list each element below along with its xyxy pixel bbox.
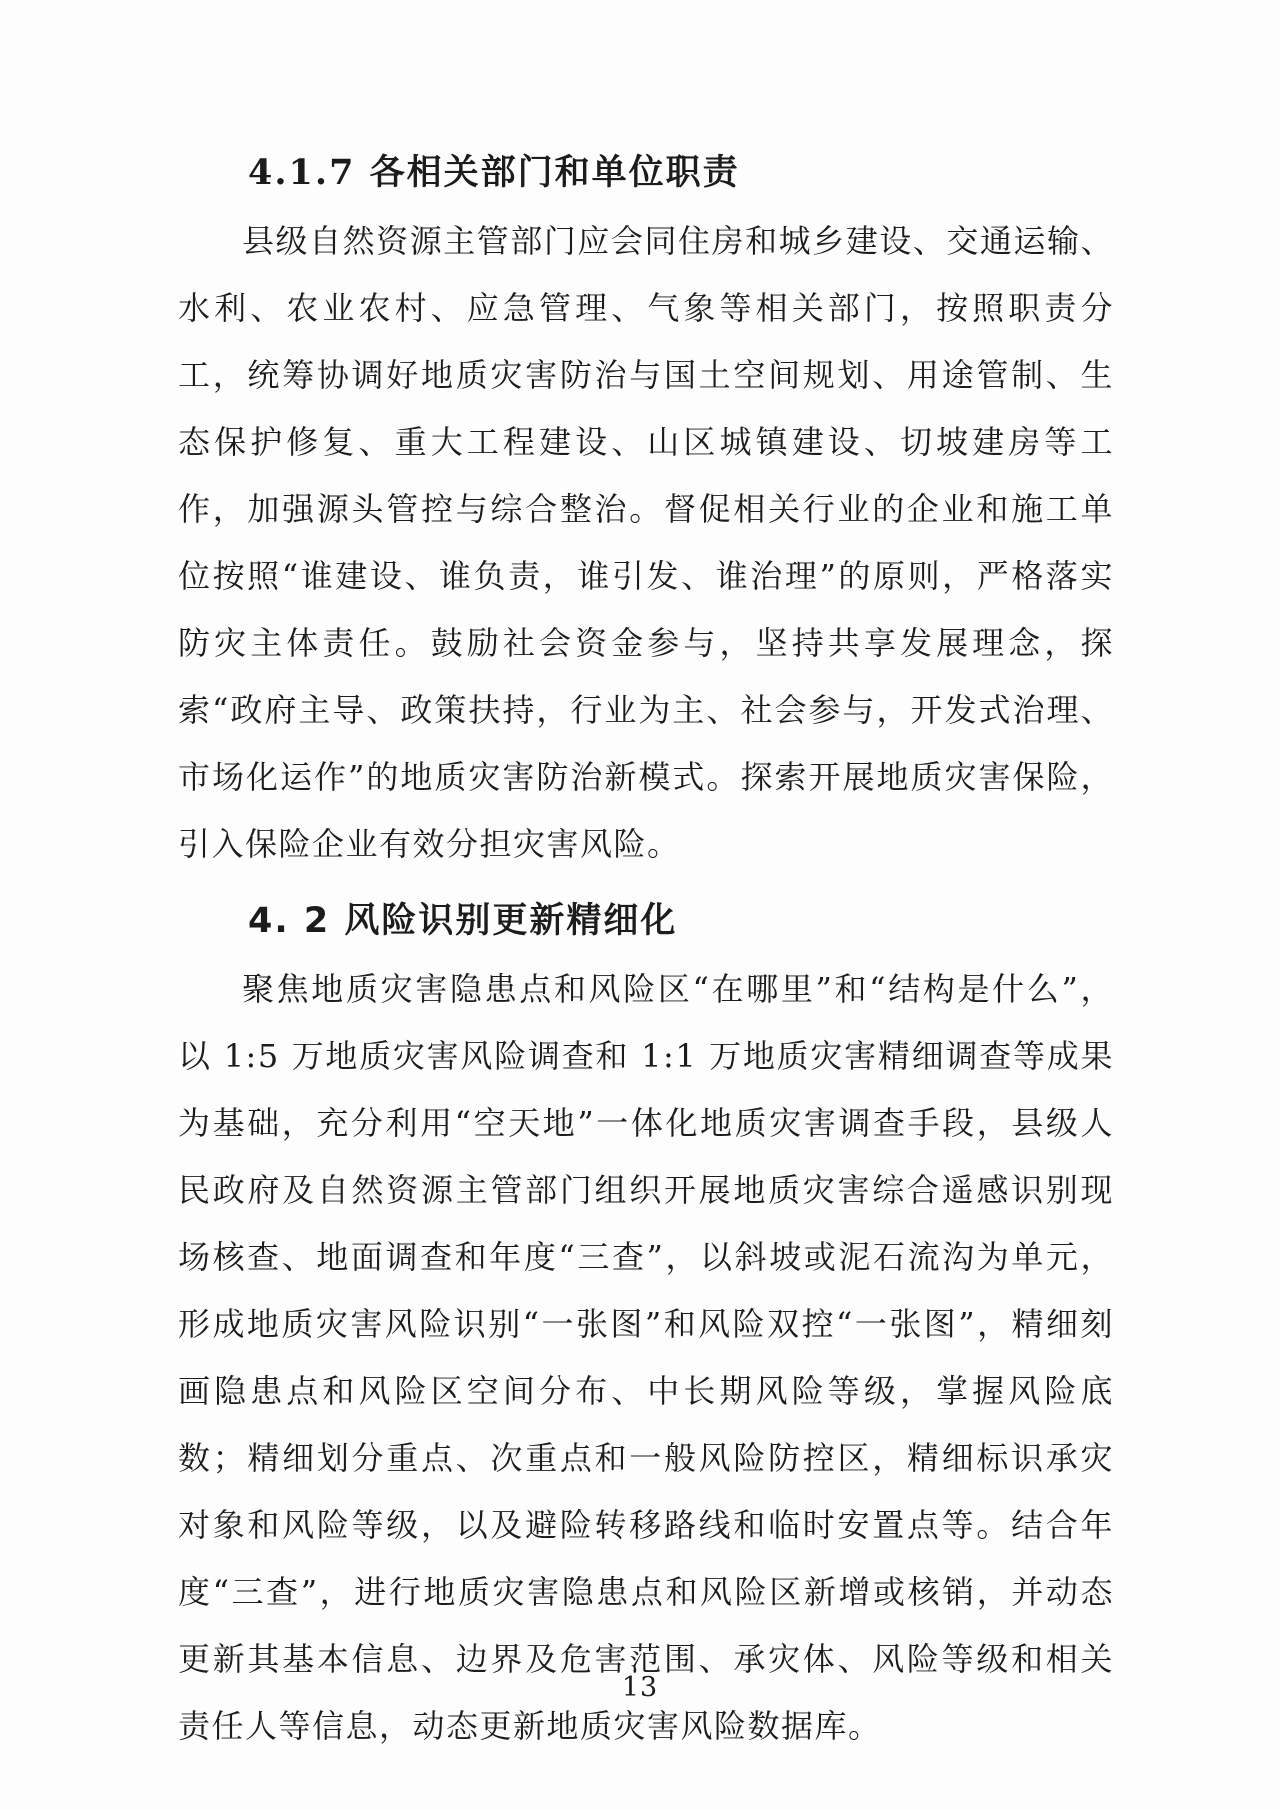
section-4-1-7-paragraph: 县级自然资源主管部门应会同住房和城乡建设、交通运输、水利、农业农村、应急管理、气象等相关部门，按照职责分工，统筹协调好地质灾害防治与国土空间规划、用途管制、生态保护修复、重大工程建设、山区城镇建设、切坡建房等工作，加强源头管控与综合整治。督促相关行业的企业和施工单位按照“谁建设、谁负责，谁引发、谁治理”的原则，严格落实防灾主体责任。鼓励社会资金参与，坚持共享发展理念，探索“政府主导、政策扶持，行业为主、社会参与，开发式治理、市场化运作”的地质灾害防治新模式。探索开展地质灾害保险，引入保险企业有效分担灾害风险。: [178, 222, 1114, 863]
page-content: [178, 138, 1114, 1760]
section-4-2-paragraph: 聚焦地质灾害隐患点和风险区“在哪里”和“结构是什么”，以 1:5 万地质灾害风险调查和 1:1 万地质灾害精细调查等成果为基础，充分利用“空天地”一体化地质灾害调查手段，县级人民政府及自然资源主管部门组织开展地质灾害综合遥感识别现场核查、地面调查和年度“三查”，以斜坡或泥石流沟为单元，形成地质灾害风险识别“一张图”和风险双控“一张图”，精细刻画隐患点和风险区空间分布、中长期风险等级，掌握风险底数；精细划分重点、次重点和一般风险防控区，精细标识承灾对象和风险等级，以及避险转移路线和临时安置点等。结合年度“三查”，进行地质灾害隐患点和风险区新增或核销，并动态更新其基本信息、边界及危害范围、承灾体、风险等级和相关责任人等信息，动态更新地质灾害风险数据库。: [178, 970, 1114, 1745]
page-number: 13: [621, 1672, 659, 1703]
section-heading-4-1-7: 4.1.7 各相关部门和单位职责: [248, 152, 740, 193]
section-heading-4-2: 4. 2 风险识别更新精细化: [248, 901, 678, 941]
